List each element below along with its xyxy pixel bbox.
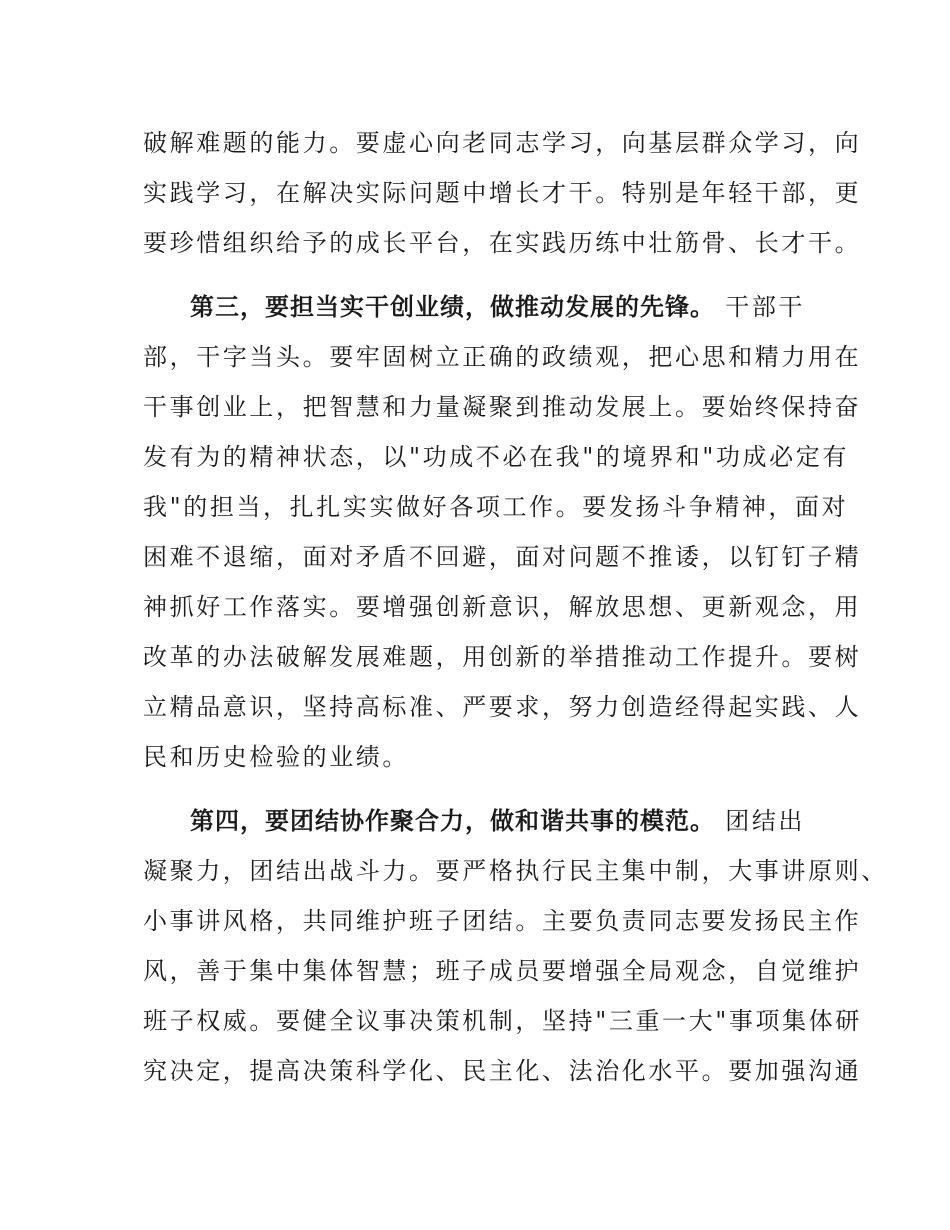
paragraph-line: 发有为的精神状态，以"功成不必在我"的境界和"功成必定有 (143, 443, 849, 471)
paragraph-line: 风，善于集中集体智慧；班子成员要增强全局观念，自觉维护 (143, 957, 862, 985)
section-4-first-line-text: 团结出 (715, 807, 806, 835)
paragraph-line: 小事讲风格，共同维护班子团结。主要负责同志要发扬民主作 (143, 907, 862, 935)
paragraph-line: 立精品意识，坚持高标准、严要求，努力创造经得起实践、人 (143, 693, 862, 721)
section-3-heading: 第三，要担当实干创业绩，做推动发展的先锋。 (190, 293, 715, 321)
paragraph-line: 神抓好工作落实。要增强创新意识，解放思想、更新观念，用 (143, 593, 862, 621)
section-4-first-line (190, 806, 805, 836)
paragraph-line: 凝聚力，团结出战斗力。要严格执行民主集中制，大事讲原则、 (143, 857, 888, 885)
paragraph-line: 破解难题的能力。要虚心向老同志学习，向基层群众学习，向 (143, 129, 862, 157)
paragraph-line: 干事创业上，把智慧和力量凝聚到推动发展上。要始终保持奋 (143, 393, 862, 421)
section-3-first-line-text: 干部干 (715, 293, 806, 321)
paragraph-line: 究决定，提高决策科学化、民主化、法治化水平。要加强沟通 (143, 1057, 862, 1085)
paragraph-line: 我"的担当，扎扎实实做好各项工作。要发扬斗争精神，面对 (143, 493, 849, 521)
paragraph-line: 民和历史检验的业绩。 (143, 743, 409, 771)
paragraph-line: 班子权威。要健全议事决策机制，坚持"三重一大"事项集体研 (143, 1007, 862, 1035)
paragraph-line: 要珍惜组织给予的成长平台，在实践历练中壮筋骨、长才干。 (143, 229, 862, 257)
paragraph-line: 改革的办法破解发展难题，用创新的举措推动工作提升。要树 (143, 643, 862, 671)
paragraph-line: 困难不退缩，面对矛盾不回避，面对问题不推诿，以钉钉子精 (143, 543, 862, 571)
paragraph-line: 部，干字当头。要牢固树立正确的政绩观，把心思和精力用在 (143, 343, 862, 371)
paragraph-line: 实践学习，在解决实际问题中增长才干。特别是年轻干部，更 (143, 179, 862, 207)
section-4-heading: 第四，要团结协作聚合力，做和谐共事的模范。 (190, 807, 715, 835)
section-3-first-line (190, 292, 805, 322)
